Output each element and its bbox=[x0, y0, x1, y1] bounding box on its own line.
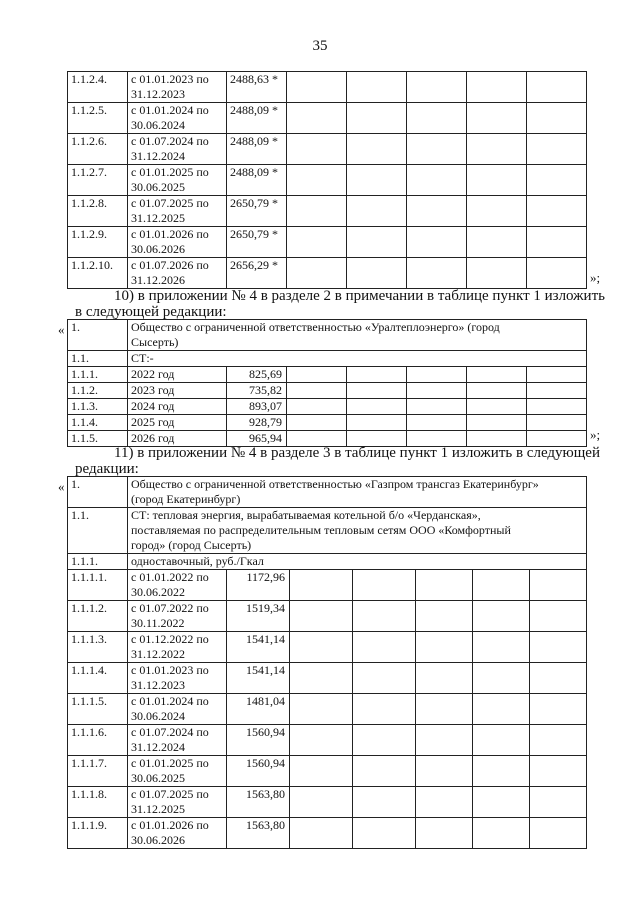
period-line: с 01.01.2026 по bbox=[131, 818, 209, 832]
row-number: 1.1.5. bbox=[68, 431, 128, 447]
table-row bbox=[68, 694, 587, 725]
tariff-table-2 bbox=[67, 319, 587, 447]
row-value: 2488,09 * bbox=[227, 103, 287, 134]
empty-cell bbox=[290, 601, 353, 632]
table3-rate-row bbox=[68, 554, 587, 570]
row-value: 2488,09 * bbox=[227, 165, 287, 196]
row-value: 1563,80 bbox=[227, 818, 290, 849]
period-line: 31.12.2022 bbox=[131, 647, 185, 661]
row-period bbox=[128, 134, 227, 165]
period-line: 31.12.2024 bbox=[131, 149, 185, 163]
period-line: 31.12.2023 bbox=[131, 87, 185, 101]
table-row bbox=[68, 196, 587, 227]
period-line: с 01.07.2022 по bbox=[131, 601, 209, 615]
row-period bbox=[128, 818, 227, 849]
empty-cell bbox=[530, 725, 587, 756]
empty-cell bbox=[527, 227, 587, 258]
empty-cell bbox=[287, 196, 347, 227]
empty-cell bbox=[467, 134, 527, 165]
row-value: 928,79 bbox=[227, 415, 287, 431]
row-number: 1.1.2.6. bbox=[68, 134, 128, 165]
empty-cell bbox=[287, 72, 347, 103]
row-period bbox=[128, 227, 227, 258]
empty-cell bbox=[287, 415, 347, 431]
empty-cell bbox=[416, 725, 473, 756]
table-row bbox=[68, 818, 587, 849]
empty-cell bbox=[527, 383, 587, 399]
period-line: 31.12.2025 bbox=[131, 802, 185, 816]
table3-header-line: Общество с ограниченной ответственностью «Газпром трансгаз Екатеринбург» bbox=[131, 477, 539, 491]
empty-cell bbox=[407, 165, 467, 196]
period-line: с 01.01.2025 по bbox=[131, 756, 209, 770]
period-line: с 01.07.2025 по bbox=[131, 787, 209, 801]
period-line: с 01.01.2023 по bbox=[131, 663, 209, 677]
row-period bbox=[128, 694, 227, 725]
empty-cell bbox=[347, 415, 407, 431]
row-value: 1563,80 bbox=[227, 787, 290, 818]
row-number: 1.1.1. bbox=[68, 367, 128, 383]
table3-open-quote: « bbox=[58, 479, 65, 494]
period-line: 31.12.2023 bbox=[131, 678, 185, 692]
empty-cell bbox=[473, 787, 530, 818]
empty-cell bbox=[467, 196, 527, 227]
row-number: 1.1.2.7. bbox=[68, 165, 128, 196]
table3-sub-line: город» (город Сысерть) bbox=[131, 538, 252, 552]
empty-cell bbox=[407, 415, 467, 431]
table2-header-num: 1. bbox=[68, 320, 128, 351]
row-period bbox=[128, 103, 227, 134]
row-period bbox=[128, 196, 227, 227]
empty-cell bbox=[467, 165, 527, 196]
table-row bbox=[68, 227, 587, 258]
table3-sub-text bbox=[128, 508, 587, 554]
row-value: 1172,96 bbox=[227, 570, 290, 601]
row-number: 1.1.1.6. bbox=[68, 725, 128, 756]
row-number: 1.1.3. bbox=[68, 399, 128, 415]
empty-cell bbox=[530, 818, 587, 849]
row-period bbox=[128, 663, 227, 694]
empty-cell bbox=[527, 399, 587, 415]
empty-cell bbox=[527, 258, 587, 289]
empty-cell bbox=[467, 367, 527, 383]
empty-cell bbox=[467, 415, 527, 431]
empty-cell bbox=[473, 725, 530, 756]
empty-cell bbox=[527, 134, 587, 165]
period-line: с 01.12.2022 по bbox=[131, 632, 209, 646]
row-value: 965,94 bbox=[227, 431, 287, 447]
row-period bbox=[128, 756, 227, 787]
table2-header-line: Общество с ограниченной ответственностью «Уралтеплоэнерго» (город bbox=[131, 320, 500, 334]
row-value: 1560,94 bbox=[227, 756, 290, 787]
empty-cell bbox=[416, 632, 473, 663]
table1-closing-quote: »; bbox=[590, 270, 601, 285]
row-number: 1.1.1.1. bbox=[68, 570, 128, 601]
row-value: 2488,09 * bbox=[227, 134, 287, 165]
row-number: 1.1.1.3. bbox=[68, 632, 128, 663]
empty-cell bbox=[290, 787, 353, 818]
empty-cell bbox=[353, 787, 416, 818]
row-number: 1.1.1.2. bbox=[68, 601, 128, 632]
empty-cell bbox=[467, 72, 527, 103]
table2-header-line: Сысерть) bbox=[131, 335, 179, 349]
empty-cell bbox=[416, 570, 473, 601]
empty-cell bbox=[467, 383, 527, 399]
table-row bbox=[68, 756, 587, 787]
period-line: 30.06.2022 bbox=[131, 585, 185, 599]
table-row bbox=[68, 415, 587, 431]
row-value: 735,82 bbox=[227, 383, 287, 399]
period-line: с 01.01.2026 по bbox=[131, 227, 209, 241]
empty-cell bbox=[473, 570, 530, 601]
empty-cell bbox=[347, 399, 407, 415]
row-period bbox=[128, 787, 227, 818]
table-row bbox=[68, 72, 587, 103]
empty-cell bbox=[416, 818, 473, 849]
empty-cell bbox=[290, 756, 353, 787]
empty-cell bbox=[473, 601, 530, 632]
empty-cell bbox=[416, 601, 473, 632]
empty-cell bbox=[347, 134, 407, 165]
empty-cell bbox=[287, 367, 347, 383]
empty-cell bbox=[473, 694, 530, 725]
row-year: 2024 год bbox=[128, 399, 227, 415]
row-number: 1.1.2.10. bbox=[68, 258, 128, 289]
paragraph-10-line1: 10) в приложении № 4 в разделе 2 в примечании в таблице пункт 1 изложить bbox=[114, 288, 605, 304]
empty-cell bbox=[473, 632, 530, 663]
empty-cell bbox=[407, 196, 467, 227]
row-value: 825,69 bbox=[227, 367, 287, 383]
tariff-table-3 bbox=[67, 476, 587, 849]
table2-sub-text: СТ:- bbox=[128, 351, 587, 367]
empty-cell bbox=[407, 134, 467, 165]
empty-cell bbox=[353, 694, 416, 725]
empty-cell bbox=[347, 165, 407, 196]
row-number: 1.1.2.9. bbox=[68, 227, 128, 258]
period-line: с 01.01.2022 по bbox=[131, 570, 209, 584]
paragraph-10-line2: в следующей редакции: bbox=[75, 304, 227, 320]
table3-sub-line: СТ: тепловая энергия, вырабатываемая котельной б/о «Черданская», bbox=[131, 508, 481, 522]
empty-cell bbox=[416, 663, 473, 694]
empty-cell bbox=[347, 383, 407, 399]
empty-cell bbox=[527, 367, 587, 383]
empty-cell bbox=[416, 756, 473, 787]
empty-cell bbox=[416, 787, 473, 818]
table-row bbox=[68, 601, 587, 632]
row-year: 2026 год bbox=[128, 431, 227, 447]
empty-cell bbox=[530, 694, 587, 725]
empty-cell bbox=[347, 258, 407, 289]
row-value: 2650,79 * bbox=[227, 227, 287, 258]
paragraph-11-line1: 11) в приложении № 4 в разделе 3 в таблице пункт 1 изложить в следующей bbox=[114, 445, 600, 461]
table2-header-text bbox=[128, 320, 587, 351]
table2-sub-row bbox=[68, 351, 587, 367]
period-line: 31.12.2025 bbox=[131, 211, 185, 225]
period-line: 31.12.2024 bbox=[131, 740, 185, 754]
period-line: 30.06.2024 bbox=[131, 118, 185, 132]
period-line: с 01.01.2023 по bbox=[131, 72, 209, 86]
row-value: 2656,29 * bbox=[227, 258, 287, 289]
period-line: с 01.01.2025 по bbox=[131, 165, 209, 179]
empty-cell bbox=[290, 694, 353, 725]
period-line: с 01.01.2024 по bbox=[131, 694, 209, 708]
table3-rate-text: одноставочный, руб./Гкал bbox=[128, 554, 587, 570]
empty-cell bbox=[353, 725, 416, 756]
row-period bbox=[128, 570, 227, 601]
empty-cell bbox=[407, 72, 467, 103]
row-year: 2025 год bbox=[128, 415, 227, 431]
empty-cell bbox=[407, 367, 467, 383]
table-row bbox=[68, 399, 587, 415]
row-period bbox=[128, 601, 227, 632]
empty-cell bbox=[407, 227, 467, 258]
row-number: 1.1.1.8. bbox=[68, 787, 128, 818]
paragraph-11-line2: редакции: bbox=[75, 461, 139, 477]
row-value: 1541,14 bbox=[227, 632, 290, 663]
empty-cell bbox=[353, 756, 416, 787]
page-number: 35 bbox=[312, 38, 328, 54]
table3-sub-num: 1.1. bbox=[68, 508, 128, 554]
empty-cell bbox=[473, 818, 530, 849]
empty-cell bbox=[407, 399, 467, 415]
empty-cell bbox=[347, 103, 407, 134]
empty-cell bbox=[527, 165, 587, 196]
row-year: 2022 год bbox=[128, 367, 227, 383]
period-line: 30.06.2025 bbox=[131, 180, 185, 194]
table2-closing-quote: »; bbox=[590, 427, 601, 442]
table-row bbox=[68, 165, 587, 196]
empty-cell bbox=[530, 663, 587, 694]
empty-cell bbox=[353, 818, 416, 849]
table3-header-num: 1. bbox=[68, 477, 128, 508]
row-number: 1.1.1.4. bbox=[68, 663, 128, 694]
empty-cell bbox=[407, 103, 467, 134]
table3-sub-line: поставляемая по распределительным тепловым сетям ООО «Комфортный bbox=[131, 523, 511, 537]
empty-cell bbox=[287, 227, 347, 258]
row-period bbox=[128, 72, 227, 103]
empty-cell bbox=[530, 787, 587, 818]
empty-cell bbox=[407, 383, 467, 399]
empty-cell bbox=[467, 227, 527, 258]
row-period bbox=[128, 632, 227, 663]
period-line: с 01.07.2026 по bbox=[131, 258, 209, 272]
row-value: 2488,63 * bbox=[227, 72, 287, 103]
table-row bbox=[68, 103, 587, 134]
empty-cell bbox=[530, 570, 587, 601]
table3-header-row bbox=[68, 477, 587, 508]
row-number: 1.1.1.5. bbox=[68, 694, 128, 725]
table-row bbox=[68, 632, 587, 663]
table-row bbox=[68, 383, 587, 399]
row-number: 1.1.1.9. bbox=[68, 818, 128, 849]
empty-cell bbox=[287, 134, 347, 165]
empty-cell bbox=[287, 383, 347, 399]
table-row bbox=[68, 570, 587, 601]
table2-header-row bbox=[68, 320, 587, 351]
empty-cell bbox=[353, 601, 416, 632]
row-number: 1.1.2.5. bbox=[68, 103, 128, 134]
tariff-table-1 bbox=[67, 71, 587, 289]
empty-cell bbox=[473, 663, 530, 694]
table-row bbox=[68, 663, 587, 694]
table3-rate-num: 1.1.1. bbox=[68, 554, 128, 570]
empty-cell bbox=[287, 165, 347, 196]
table3-header-line: (город Екатеринбург) bbox=[131, 492, 241, 506]
empty-cell bbox=[290, 632, 353, 663]
period-line: с 01.07.2025 по bbox=[131, 196, 209, 210]
row-period bbox=[128, 725, 227, 756]
table-row bbox=[68, 258, 587, 289]
empty-cell bbox=[467, 399, 527, 415]
empty-cell bbox=[347, 367, 407, 383]
empty-cell bbox=[530, 601, 587, 632]
empty-cell bbox=[353, 570, 416, 601]
empty-cell bbox=[290, 570, 353, 601]
row-value: 1541,14 bbox=[227, 663, 290, 694]
empty-cell bbox=[287, 399, 347, 415]
empty-cell bbox=[353, 663, 416, 694]
row-period bbox=[128, 165, 227, 196]
table-row bbox=[68, 367, 587, 383]
empty-cell bbox=[527, 103, 587, 134]
row-value: 893,07 bbox=[227, 399, 287, 415]
row-year: 2023 год bbox=[128, 383, 227, 399]
empty-cell bbox=[527, 72, 587, 103]
empty-cell bbox=[290, 725, 353, 756]
table-row bbox=[68, 725, 587, 756]
empty-cell bbox=[290, 818, 353, 849]
row-number: 1.1.2. bbox=[68, 383, 128, 399]
period-line: 30.11.2022 bbox=[131, 616, 185, 630]
table-row bbox=[68, 134, 587, 165]
table-row bbox=[68, 787, 587, 818]
empty-cell bbox=[530, 756, 587, 787]
row-value: 1560,94 bbox=[227, 725, 290, 756]
empty-cell bbox=[347, 196, 407, 227]
table3-sub-row bbox=[68, 508, 587, 554]
row-value: 2650,79 * bbox=[227, 196, 287, 227]
empty-cell bbox=[407, 258, 467, 289]
empty-cell bbox=[287, 258, 347, 289]
period-line: с 01.07.2024 по bbox=[131, 134, 209, 148]
period-line: 30.06.2026 bbox=[131, 833, 185, 847]
row-number: 1.1.4. bbox=[68, 415, 128, 431]
period-line: 30.06.2026 bbox=[131, 242, 185, 256]
row-number: 1.1.2.8. bbox=[68, 196, 128, 227]
period-line: 30.06.2025 bbox=[131, 771, 185, 785]
row-number: 1.1.2.4. bbox=[68, 72, 128, 103]
row-period bbox=[128, 258, 227, 289]
row-value: 1481,04 bbox=[227, 694, 290, 725]
period-line: 31.12.2026 bbox=[131, 273, 185, 287]
empty-cell bbox=[347, 227, 407, 258]
table2-sub-num: 1.1. bbox=[68, 351, 128, 367]
empty-cell bbox=[287, 103, 347, 134]
period-line: с 01.07.2024 по bbox=[131, 725, 209, 739]
empty-cell bbox=[527, 196, 587, 227]
empty-cell bbox=[467, 103, 527, 134]
row-number: 1.1.1.7. bbox=[68, 756, 128, 787]
empty-cell bbox=[416, 694, 473, 725]
period-line: с 01.01.2024 по bbox=[131, 103, 209, 117]
period-line: 30.06.2024 bbox=[131, 709, 185, 723]
empty-cell bbox=[290, 663, 353, 694]
empty-cell bbox=[467, 258, 527, 289]
empty-cell bbox=[530, 632, 587, 663]
empty-cell bbox=[527, 415, 587, 431]
row-value: 1519,34 bbox=[227, 601, 290, 632]
table2-open-quote: « bbox=[58, 322, 65, 337]
empty-cell bbox=[473, 756, 530, 787]
table3-header-text bbox=[128, 477, 587, 508]
empty-cell bbox=[353, 632, 416, 663]
empty-cell bbox=[347, 72, 407, 103]
